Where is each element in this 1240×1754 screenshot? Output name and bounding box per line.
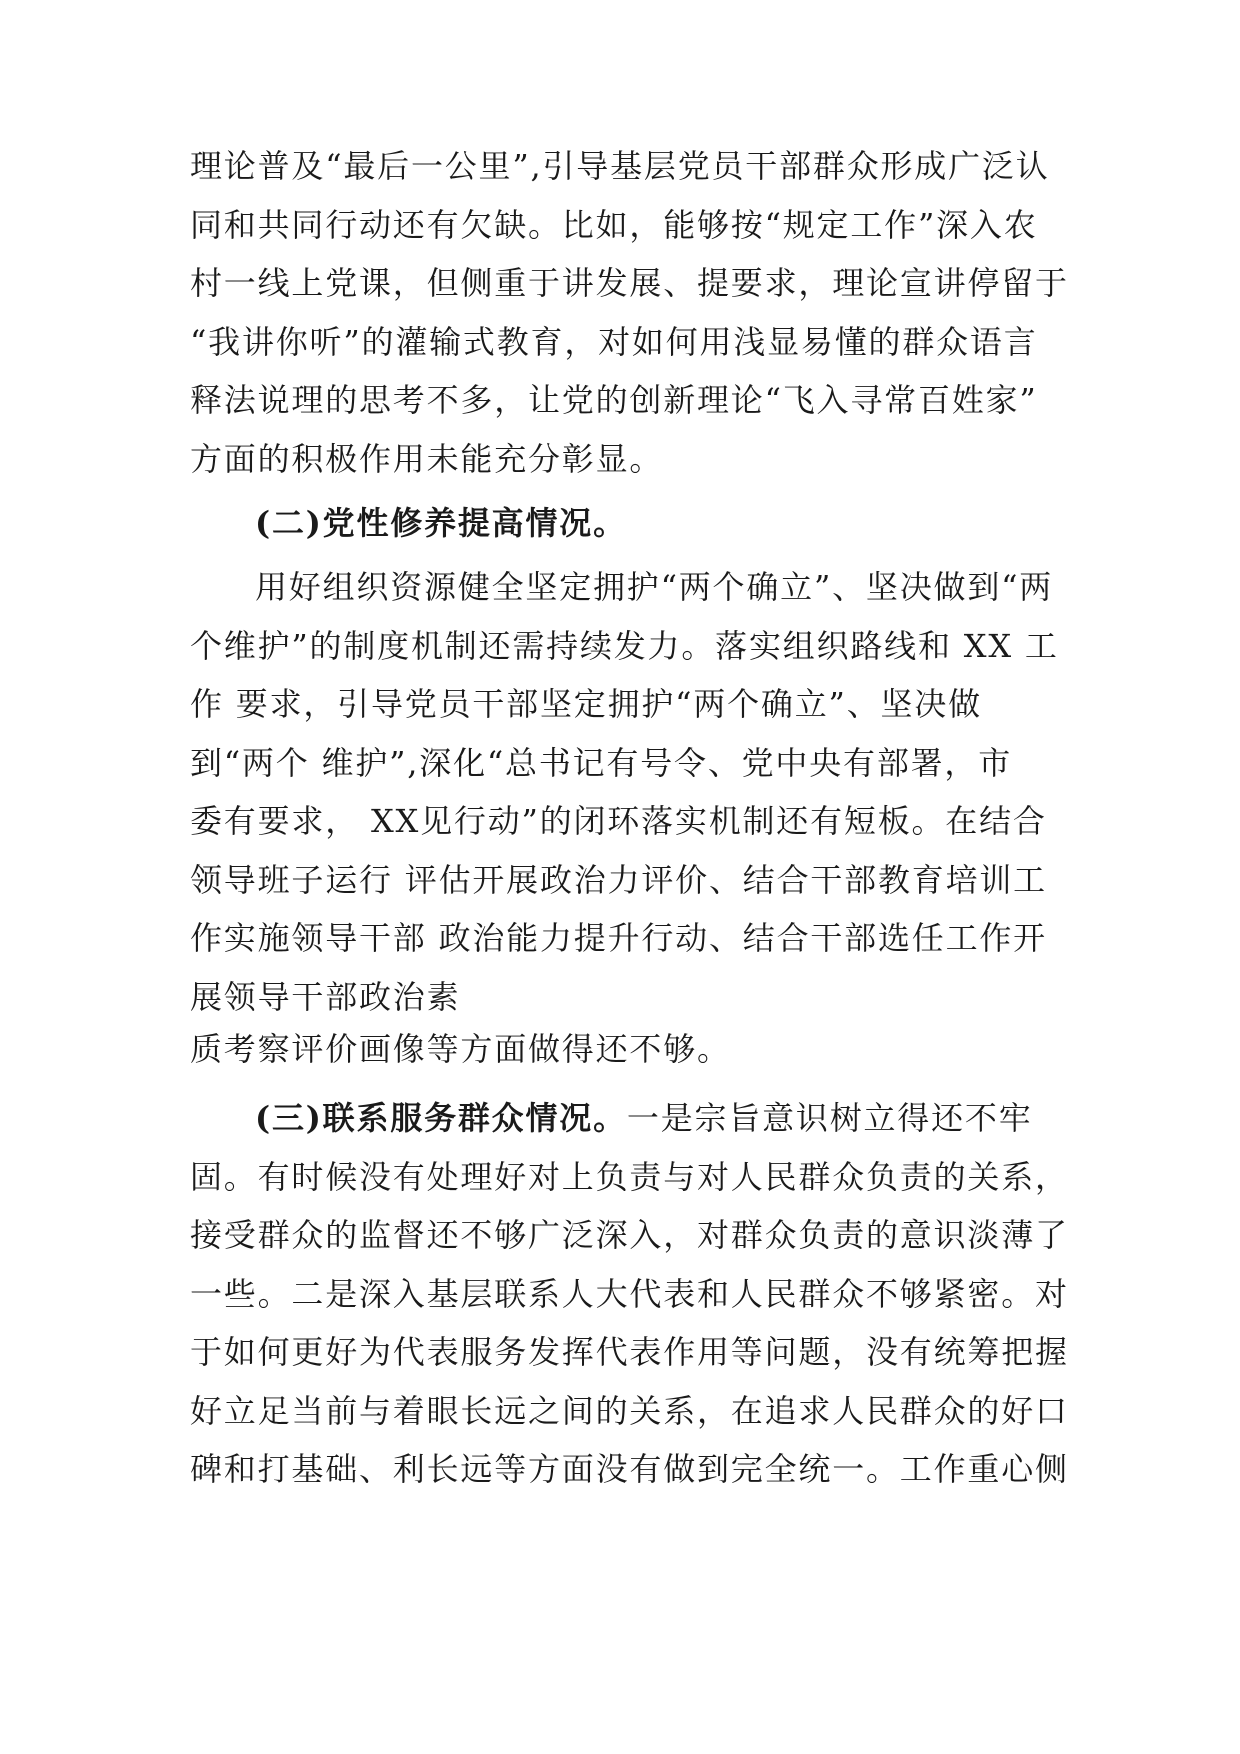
paragraph-line: 同和共同行动还有欠缺。比如，能够按“规定工作”深入农 [190, 206, 1038, 244]
paragraph-line: 委有要求， XX见行动”的闭环落实机制还有短板。在结合 [190, 802, 1047, 840]
section-heading: (三)联系服务群众情况。 [255, 1099, 627, 1137]
paragraph-line: 接受群众的监督还不够广泛深入，对群众负责的意识淡薄了 [190, 1216, 1069, 1254]
paragraph-line: 好立足当前与着眼长远之间的关系，在追求人民群众的好口 [190, 1392, 1069, 1430]
paragraph-line: 作实施领导干部 政治能力提升行动、结合干部选任工作开 [190, 919, 1047, 957]
paragraph-line: 个维护”的制度机制还需持续发力。落实组织路线和 XX 工 [190, 627, 1059, 665]
section-heading-line [255, 1098, 1033, 1138]
paragraph-line: 领导班子运行 评估开展政治力评价、结合干部教育培训工 [190, 861, 1047, 899]
paragraph-line: 作 要求，引导党员干部坚定拥护“两个确立”、坚决做 [190, 685, 982, 723]
paragraph-line: 村一线上党课，但侧重于讲发展、提要求，理论宣讲停留于 [190, 264, 1069, 302]
paragraph-line: 用好组织资源健全坚定拥护“两个确立”、坚决做到“两 [255, 568, 1054, 606]
paragraph-line: 到“两个 维护”,深化“总书记有号令、党中央有部署，市 [190, 744, 1013, 782]
paragraph-line: 于如何更好为代表服务发挥代表作用等问题，没有统筹把握 [190, 1333, 1069, 1371]
paragraph-line: 质考察评价画像等方面做得还不够。 [190, 1030, 731, 1068]
paragraph-line: 方面的积极作用未能充分彰显。 [190, 440, 664, 478]
paragraph-line: 一些。二是深入基层联系人大代表和人民群众不够紧密。对 [190, 1275, 1069, 1313]
paragraph-text: 一是宗旨意识树立得还不牢 [626, 1099, 1033, 1137]
section-heading: (二)党性修养提高情况。 [255, 504, 627, 542]
paragraph-line: 释法说理的思考不多，让党的创新理论“飞入寻常百姓家” [190, 381, 1038, 419]
paragraph-line: 展领导干部政治素 [190, 978, 461, 1016]
paragraph-line: 碑和打基础、利长远等方面没有做到完全统一。工作重心侧 [190, 1450, 1069, 1488]
paragraph-line: “我讲你听”的灌输式教育，对如何用浅显易懂的群众语言 [190, 323, 1038, 361]
paragraph-line: 固。有时候没有处理好对上负责与对人民群众负责的关系， [190, 1158, 1069, 1196]
paragraph-line: 理论普及“最后一公里”,引导基层党员干部群众形成广泛认 [190, 147, 1050, 185]
